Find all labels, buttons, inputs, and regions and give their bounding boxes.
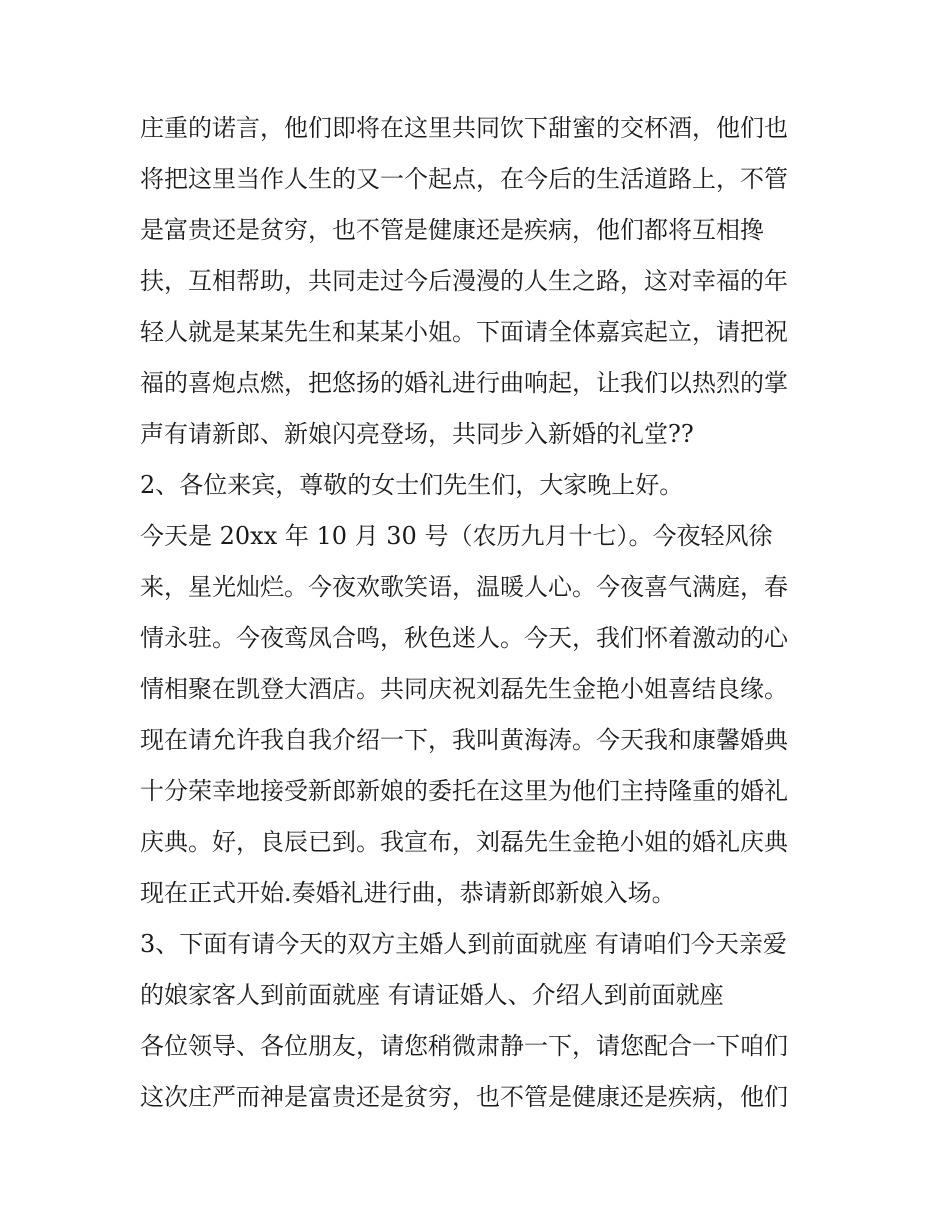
- text-line: 庆典。好，良辰已到。我宣布，刘磊先生金艳小姐的婚礼庆典: [140, 828, 788, 856]
- text-line: 庄重的诺言，他们即将在这里共同饮下甜蜜的交杯酒，他们也: [140, 114, 788, 142]
- text-line: 十分荣幸地接受新郎新娘的委托在这里为他们主持隆重的婚礼: [140, 777, 788, 805]
- text-line: 的娘家客人到前面就座 有请证婚人、介绍人到前面就座: [140, 981, 724, 1009]
- text-line: 声有请新郎、新娘闪亮登场，共同步入新婚的礼堂??: [140, 420, 694, 448]
- text-line: 轻人就是某某先生和某某小姐。下面请全体嘉宾起立，请把祝: [140, 318, 788, 346]
- text-line: 现在正式开始.奏婚礼进行曲，恭请新郎新娘入场。: [140, 879, 676, 907]
- text-line: 扶，互相帮助，共同走过今后漫漫的人生之路，这对幸福的年: [140, 267, 788, 295]
- text-line: 情相聚在凯登大酒店。共同庆祝刘磊先生金艳小姐喜结良缘。: [140, 675, 788, 703]
- text-line: 这次庄严而神是富贵还是贫穷，也不管是健康还是疾病，他们: [140, 1083, 788, 1111]
- text-line: 是富贵还是贫穷，也不管是健康还是疾病，他们都将互相搀: [140, 216, 764, 244]
- text-line: 2、各位来宾，尊敬的女士们先生们，大家晚上好。: [140, 471, 684, 499]
- text-line: 各位领导、各位朋友，请您稍微肃静一下，请您配合一下咱们: [140, 1032, 788, 1060]
- document-body: [140, 103, 820, 1123]
- text-line: 福的喜炮点燃，把悠扬的婚礼进行曲响起，让我们以热烈的掌: [140, 369, 788, 397]
- text-line: 现在请允许我自我介绍一下，我叫黄海涛。今天我和康馨婚典: [140, 726, 788, 754]
- text-line: 将把这里当作人生的又一个起点，在今后的生活道路上，不管: [140, 165, 788, 193]
- text-line: 来，星光灿烂。今夜欢歌笑语，温暖人心。今夜喜气满庭，春: [140, 573, 788, 601]
- text-line: 情永驻。今夜鸾凤合鸣，秋色迷人。今天，我们怀着激动的心: [140, 624, 788, 652]
- text-line: 3、下面有请今天的双方主婚人到前面就座 有请咱们今天亲爱: [140, 930, 787, 958]
- text-line: 今天是 20xx 年 10 月 30 号（农历九月十七）。今夜轻风徐: [140, 522, 773, 550]
